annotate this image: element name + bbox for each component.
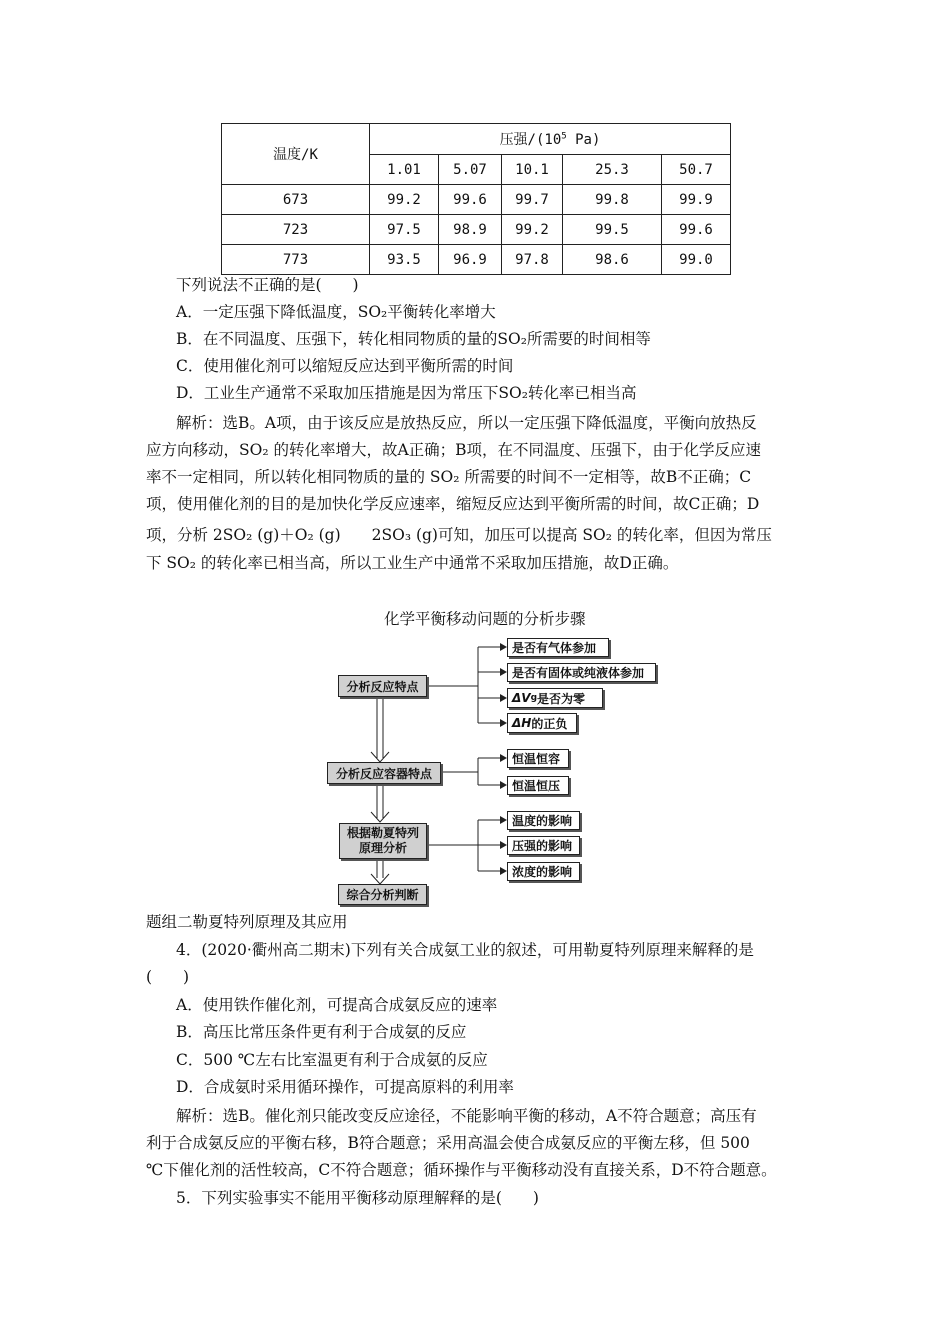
option-c: C．500 ℃左右比室温更有利于合成氨的反应 (176, 1051, 488, 1069)
analysis-line: 应方向移动，SO₂ 的转化率增大，故A正确；B项，在不同温度、压强下，由于化学反应速 (146, 441, 762, 459)
pressure-cell: 50.7 (662, 155, 731, 185)
analysis-line: 项，使用催化剂的目的是加快化学反应速率，缩短反应达到平衡所需的时间，故C正确；D (146, 495, 760, 513)
temp-cell: 723 (222, 215, 370, 245)
option-a: A．使用铁作催化剂，可提高合成氨反应的速率 (176, 996, 498, 1014)
temp-cell: 773 (222, 245, 370, 275)
analysis-line: 解析：选B。催化剂只能改变反应途径，不能影响平衡的移动，A不符合题意；高压有 (176, 1107, 757, 1125)
value-cell: 99.6 (662, 215, 731, 245)
value-cell: 98.6 (563, 245, 662, 275)
const-temp-pressure: 恒温恒压 (507, 776, 569, 795)
pressure-cell: 1.01 (370, 155, 439, 185)
step-reaction-features: 分析反应特点 (338, 675, 427, 697)
question-stem: 下列说法不正确的是( ) (176, 276, 359, 294)
factor-delta-h: ΔH 的正负 (507, 713, 577, 733)
const-temp-volume: 恒温恒容 (507, 749, 569, 768)
option-c: C．使用催化剂可以缩短反应达到平衡所需的时间 (176, 357, 514, 375)
analysis-line: 利于合成氨反应的平衡右移，B符合题意；采用高温会使合成氨反应的平衡左移，但 500 (146, 1134, 750, 1152)
value-cell: 97.5 (370, 215, 439, 245)
temp-cell: 673 (222, 185, 370, 215)
pressure-effect: 压强的影响 (507, 836, 580, 855)
concentration-effect: 浓度的影响 (507, 862, 580, 881)
option-d: D．合成氨时采用循环操作，可提高原料的利用率 (176, 1078, 514, 1096)
option-b: B．高压比常压条件更有利于合成氨的反应 (176, 1023, 467, 1041)
analysis-line: 解析：选B。A项，由于该反应是放热反应，所以一定压强下降低温度，平衡向放热反 (176, 414, 757, 432)
value-cell: 96.9 (439, 245, 502, 275)
pressure-header: 压强$/(10^5$ Pa) (370, 124, 731, 155)
analysis-line: ℃下催化剂的活性较高，C不符合题意；循环操作与平衡移动没有直接关系，D不符合题意。 (146, 1161, 777, 1179)
value-cell: 99.6 (439, 185, 502, 215)
analysis-line: 下 SO₂ 的转化率已相当高，所以工业生产中通常不采取加压措施，故D正确。 (146, 554, 679, 572)
value-cell: 99.9 (662, 185, 731, 215)
value-cell: 99.8 (563, 185, 662, 215)
step-comprehensive-judgment: 综合分析判断 (338, 884, 427, 905)
analysis-line: 率不一定相同，所以转化相同物质的量的 SO₂ 所需要的时间不一定相等，故B不正确；C (146, 468, 752, 486)
pressure-cell: 10.1 (502, 155, 563, 185)
temperature-effect: 温度的影响 (507, 811, 580, 830)
value-cell: 99.2 (502, 215, 563, 245)
value-cell: 99.5 (563, 215, 662, 245)
option-a: A．一定压强下降低温度，SO₂平衡转化率增大 (176, 303, 496, 321)
question-stem: ( ) (146, 968, 190, 986)
option-b: B．在不同温度、压强下，转化相同物质的量的SO₂所需要的时间相等 (176, 330, 651, 348)
value-cell: 99.7 (502, 185, 563, 215)
step-le-chatelier: 根据勒夏特列 原理分析 (339, 823, 427, 859)
factor-solid-liquid: 是否有固体或纯液体参加 (507, 663, 656, 682)
diagram-title: 化学平衡移动问题的分析步骤 (384, 610, 586, 628)
value-cell: 97.8 (502, 245, 563, 275)
section-heading: 题组二勒夏特列原理及其应用 (146, 913, 348, 931)
value-cell: 99.2 (370, 185, 439, 215)
step-container-features: 分析反应容器特点 (327, 762, 441, 784)
value-cell: 98.9 (439, 215, 502, 245)
question-stem: 5．下列实验事实不能用平衡移动原理解释的是( ) (176, 1189, 539, 1207)
analysis-line: 项，分析 2SO₂ (g)＋O₂ (g) 2SO₃ (g)可知，加压可以提高 SO₂ 的转化率，但因为常压 (146, 526, 772, 544)
pressure-cell: 5.07 (439, 155, 502, 185)
factor-delta-v: ΔV g 是否为零 (507, 688, 603, 708)
option-d: D．工业生产通常不采取加压措施是因为常压下SO₂转化率已相当高 (176, 384, 637, 402)
value-cell: 93.5 (370, 245, 439, 275)
factor-gas: 是否有气体参加 (507, 638, 609, 657)
temperature-header: 温度/K (222, 124, 370, 185)
question-stem: 4．(2020·衢州高二期末)下列有关合成氨工业的叙述，可用勒夏特列原理来解释的是 (176, 941, 754, 959)
value-cell: 99.0 (662, 245, 731, 275)
pressure-cell: 25.3 (563, 155, 662, 185)
